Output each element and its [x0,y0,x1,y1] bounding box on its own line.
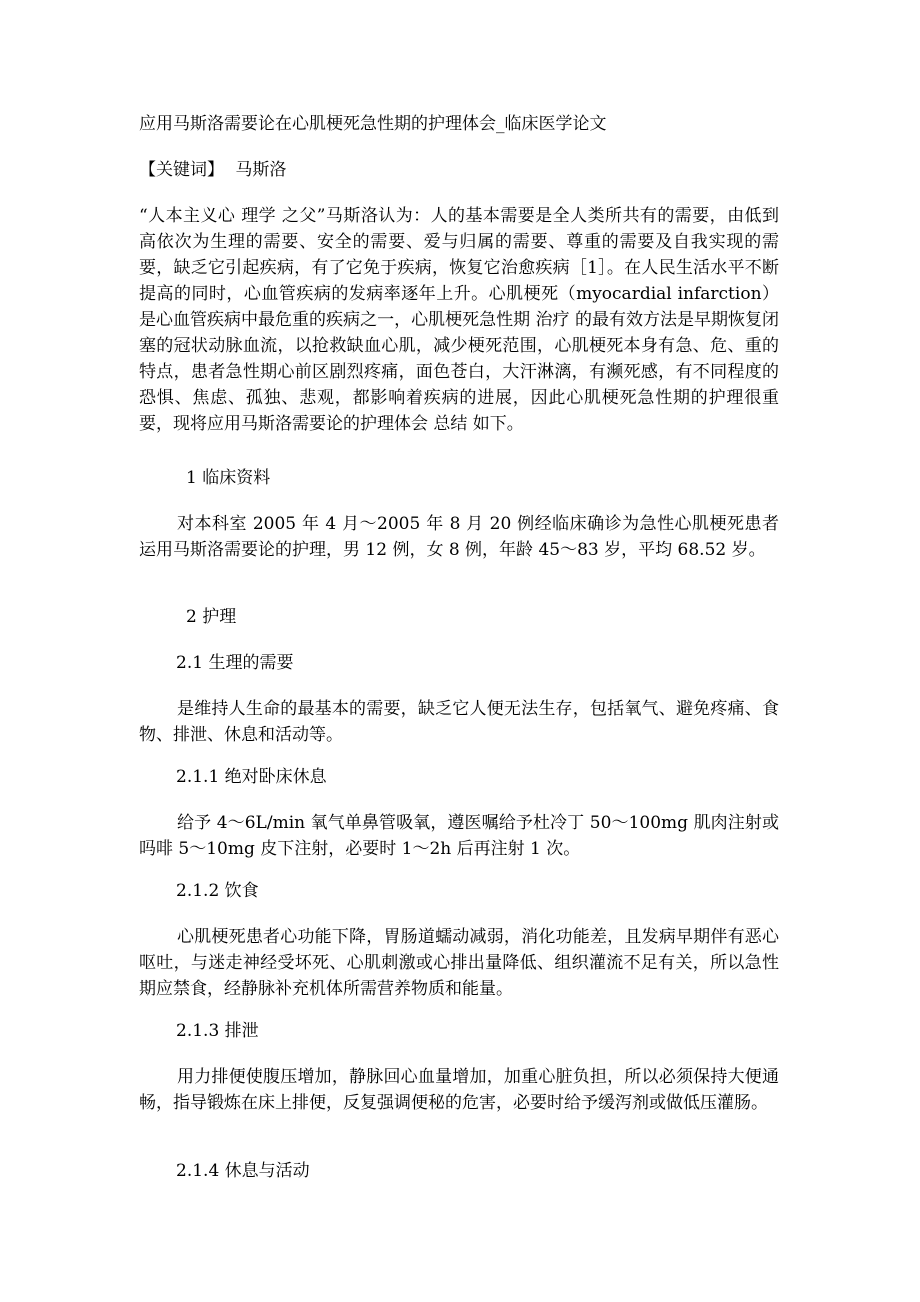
section-2-1-3-paragraph: 用力排便使腹压增加，静脉回心血量增加，加重心脏负担，所以必须保持大便通畅，指导锻炼在床上排便，反复强调便秘的危害，必要时给予缓泻剂或做低压灌肠。 [139,1067,779,1113]
keywords-value: 马斯洛 [235,160,287,180]
section-1-heading: 1 临床资料 [186,468,271,488]
section-2-1-1-heading: 2.1.1 绝对卧床休息 [176,767,327,787]
section-2-1-3-heading: 2.1.3 排泄 [176,1021,259,1041]
section-1-paragraph: 对本科室 2005 年 4 月～2005 年 8 月 20 例经临床确诊为急性心肌梗死患者运用马斯洛需要论的护理，男 12 例，女 8 例，年龄 45～83 岁，平均 68.52 岁。 [139,514,779,560]
section-2-1-2-heading: 2.1.2 饮食 [176,881,259,901]
section-2-heading: 2 护理 [186,607,237,627]
section-2-1-heading: 2.1 生理的需要 [176,653,294,673]
intro-paragraph: “人本主义心 理学 之父”马斯洛认为：人的基本需要是全人类所共有的需要，由低到高依次为生理的需要、安全的需要、爱与归属的需要、尊重的需要及自我实现的需要，缺乏它引起疾病，有了它免于疾病，恢复它治愈疾病［1］。在人民生活水平不断提高的同时，心血管疾病的发病率逐年上升。心肌梗死（myocardial infarction）是心血管疾病中最危重的疾病之一，心肌梗死急性期 治疗 的最有效方法是早期恢复闭塞的冠状动脉血流，以抢救缺血心肌，减少梗死范围，心肌梗死本身有急、危、重的特点，患者急性期心前区剧烈疼痛，面色苍白，大汗淋漓，有濒死感，有不同程度的恐惧、焦虑、孤独、悲观，都影响着疾病的进展，因此心肌梗死急性期的护理很重要，现将应用马斯洛需要论的护理体会 总结 如下。 [139,206,779,434]
section-2-1-4-heading: 2.1.4 休息与活动 [176,1161,310,1181]
document-title: 应用马斯洛需要论在心肌梗死急性期的护理体会_临床医学论文 [139,114,607,134]
section-2-1-1-paragraph: 给予 4～6L/min 氧气单鼻管吸氧，遵医嘱给予杜冷丁 50～100mg 肌肉注射或吗啡 5～10mg 皮下注射，必要时 1～2h 后再注射 1 次。 [139,813,779,859]
keywords-line [139,157,789,183]
section-2-1-paragraph: 是维持人生命的最基本的需要，缺乏它人便无法生存，包括氧气、避免疼痛、食物、排泄、休息和活动等。 [139,699,779,745]
section-2-1-2-paragraph: 心肌梗死患者心功能下降，胃肠道蠕动减弱，消化功能差，且发病早期伴有恶心呕吐，与迷走神经受坏死、心肌刺激或心排出量降低、组织灌流不足有关，所以急性期应禁食，经静脉补充机体所需营养物质和能量。 [139,927,779,999]
keywords-label: 【关键词】 [139,160,224,180]
